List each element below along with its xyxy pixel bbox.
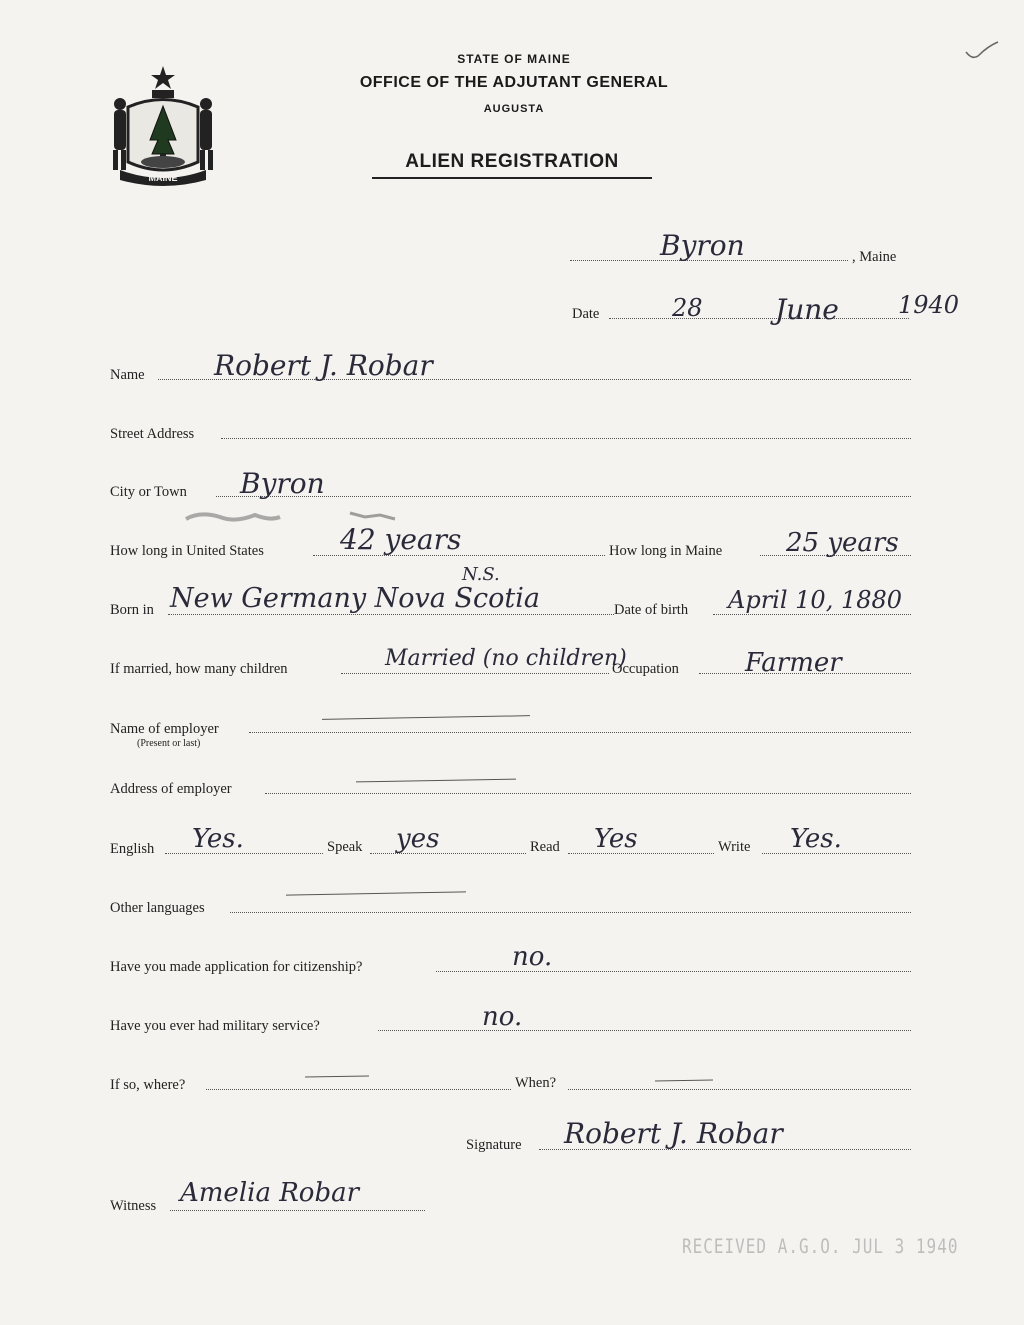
- svg-text:MAINE: MAINE: [148, 173, 178, 183]
- english-line: [165, 853, 323, 854]
- speak-value[interactable]: yes: [396, 824, 440, 854]
- employer-line: [249, 732, 911, 733]
- children-label: If married, how many children: [110, 661, 288, 677]
- military-value[interactable]: no.: [482, 1002, 523, 1032]
- street-address-label: Street Address: [110, 426, 195, 442]
- town-value[interactable]: Byron: [660, 229, 745, 262]
- signature-label: Signature: [466, 1137, 522, 1153]
- citizenship-label: Have you made application for citizenship?: [110, 959, 363, 975]
- years-maine-label: How long in Maine: [609, 543, 723, 559]
- employer-sublabel: (Present or last): [137, 738, 201, 749]
- city-label: City or Town: [110, 484, 187, 500]
- occupation-value[interactable]: Farmer: [745, 648, 842, 678]
- employer-dash: [322, 715, 530, 720]
- name-label: Name: [110, 367, 145, 383]
- read-line: [568, 853, 714, 854]
- born-value[interactable]: New Germany Nova Scotia: [170, 583, 540, 614]
- dob-label: Date of birth: [614, 602, 689, 618]
- where-line: [206, 1089, 511, 1090]
- occupation-label: Occupation: [612, 661, 679, 677]
- speak-line: [370, 853, 526, 854]
- city-heading: AUGUSTA: [483, 103, 545, 115]
- other-languages-dash: [286, 891, 466, 895]
- citizenship-value[interactable]: no.: [512, 942, 553, 972]
- witness-value[interactable]: Amelia Robar: [180, 1178, 360, 1208]
- speak-label: Speak: [327, 839, 363, 855]
- military-label: Have you ever had military service?: [110, 1018, 320, 1034]
- citizenship-line: [436, 971, 911, 972]
- years-us-value[interactable]: 42 years: [340, 523, 462, 556]
- when-dash: [655, 1079, 713, 1081]
- street-address-line: [221, 438, 911, 439]
- when-line: [568, 1089, 911, 1090]
- years-us-label: How long in United States: [110, 543, 264, 559]
- years-maine-value[interactable]: 25 years: [786, 528, 899, 558]
- state-heading: STATE OF MAINE: [457, 52, 571, 66]
- date-label: Date: [572, 306, 600, 322]
- office-heading: OFFICE OF THE ADJUTANT GENERAL: [359, 74, 669, 91]
- dob-line: [713, 614, 911, 615]
- city-value[interactable]: Byron: [240, 467, 325, 500]
- children-value[interactable]: Married (no children): [385, 646, 627, 671]
- english-label: English: [110, 841, 155, 857]
- signature-value[interactable]: Robert J. Robar: [564, 1117, 783, 1150]
- where-label: If so, where?: [110, 1077, 186, 1093]
- witness-label: Witness: [110, 1198, 157, 1214]
- form-title: ALIEN REGISTRATION: [405, 151, 619, 172]
- received-stamp: RECEIVED A.G.O. JUL 3 1940: [682, 1235, 959, 1258]
- other-languages-line: [230, 912, 911, 913]
- read-value[interactable]: Yes: [594, 824, 638, 854]
- date-month[interactable]: June: [775, 293, 839, 326]
- write-value[interactable]: Yes.: [790, 824, 842, 854]
- employer-label: Name of employer: [110, 721, 219, 737]
- dob-value[interactable]: April 10, 1880: [728, 586, 903, 614]
- witness-line: [170, 1210, 425, 1211]
- read-label: Read: [530, 839, 560, 855]
- maine-label: , Maine: [852, 249, 897, 265]
- name-value[interactable]: Robert J. Robar: [214, 349, 433, 382]
- write-label: Write: [718, 839, 751, 855]
- other-languages-label: Other languages: [110, 900, 205, 916]
- check-mark-icon: [962, 30, 1002, 70]
- employer-address-label: Address of employer: [110, 781, 232, 797]
- born-label: Born in: [110, 602, 154, 618]
- date-line: [609, 318, 909, 319]
- employer-address-dash: [356, 779, 516, 783]
- where-dash: [305, 1075, 369, 1077]
- military-line: [378, 1030, 911, 1031]
- when-label: When?: [515, 1075, 557, 1091]
- born-line: [168, 614, 614, 615]
- english-value[interactable]: Yes.: [192, 824, 244, 854]
- children-line: [341, 673, 609, 674]
- title-underline: [372, 177, 652, 179]
- born-note: N.S.: [462, 564, 500, 585]
- date-day[interactable]: 28: [672, 294, 703, 322]
- date-year[interactable]: 1940: [898, 291, 960, 319]
- employer-address-line: [265, 793, 911, 794]
